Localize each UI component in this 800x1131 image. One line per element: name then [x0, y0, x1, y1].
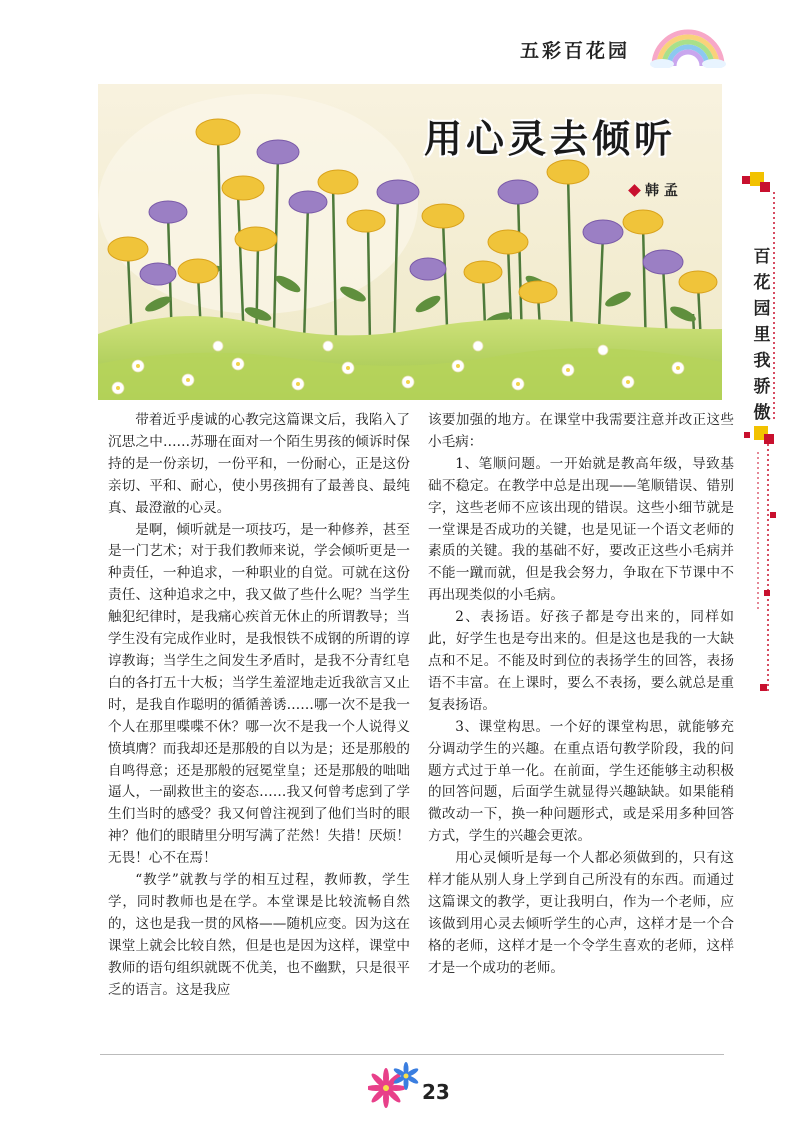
article-title: 用心灵去倾听 — [424, 117, 677, 161]
author-name: 韩 孟 — [645, 183, 678, 199]
paragraph: 1、笔顺问题。一开始就是教高年级，导致基础不稳定。在教学中总是出现——笔顺错误、错别字，这些老师不应该出现的错误。这些小细节就是一堂课是否成功的关键，也是见证一个语文老师的素质的关键。我的基础不好，要改正这些小毛病并不能一蹴而就，但是我会努力，争取在下节课中不再出现类似的小毛病。 — [428, 455, 734, 604]
right-column — [428, 410, 734, 980]
author-line — [630, 180, 678, 200]
paragraph: 3、课堂构思。一个好的课堂构思，就能够充分调动学生的兴趣。在重点语句教学阶段，我的问题方式过于单一化。在前面，学生还能够主动积极的回答问题，后面学生就显得兴趣缺缺。如果能稍微改动一下，换一种问题形式，或是采用多种回答方式，学生的兴趣会更浓。 — [428, 718, 734, 845]
flower-icon — [368, 1062, 422, 1108]
paragraph: 用心灵倾听是每一个人都必须做到的，只有这样才能从别人身上学到自己所没有的东西。而通过这篇课文的教学，更让我明白，作为一个老师，应该做到用心灵去倾听学生的心声，这样才是一个合格的老师，这样才是一个令学生喜欢的老师，这样才是一个成功的老师。 — [428, 850, 734, 976]
footer-divider — [100, 1054, 724, 1055]
paragraph: 该要加强的地方。在课堂中我需要注意并改正这些小毛病： — [428, 412, 734, 450]
diamond-icon — [628, 184, 641, 197]
paragraph: “教学”就教与学的相互过程，教师教，学生学，同时教师也是在学。本堂课是比较流畅自然的，这也是我一贯的风格——随机应变。因为这在课堂上就会比较自然，但是也是因为这样，课堂中教师的语句组织就既不优美，也不幽默，只是很平乏的语言。这是我应 — [108, 872, 410, 998]
side-vertical-label: 百花园里我骄傲 — [753, 247, 771, 423]
page-number: 23 — [422, 1080, 450, 1104]
paragraph: 带着近乎虔诚的心教完这篇课文后，我陷入了沉思之中……苏珊在面对一个陌生男孩的倾诉时保持的是一份亲切，一份平和，一份耐心，正是这份亲切、平和、耐心，使小男孩拥有了最善良、最纯真、最澄澈的心灵。 — [108, 412, 410, 516]
rainbow-icon — [648, 22, 728, 68]
paragraph: 2、表扬语。好孩子都是夸出来的，同样如此，好学生也是夸出来的。但是这也是我的一大缺点和不足。不能及时到位的表扬学生的回答，表扬语不丰富。在上课时，要么不表扬，要么就总是重复表扬语。 — [428, 609, 734, 713]
paragraph: 是啊，倾听就是一项技巧，是一种修养，甚至是一门艺术；对于我们教师来说，学会倾听更是一种责任，一种追求，一种职业的自觉。可就在这份责任、这种追求之中，我又做了些什么呢？当学生触犯纪律时，是我痛心疾首无休止的所谓教导；当学生没有完成作业时，是我恨铁不成钢的所谓的谆谆教诲；当学生之间发生矛盾时，是我不分青红皂白的各打五十大板；当学生羞涩地走近我欲言又止时，是我自作聪明的循循善诱……哪一次不是我一个人在那里喋喋不休？哪一次不是我一个人说得义愤填膺？而我却还是那般的自以为是；还是那般的自鸣得意；还是那般的冠冕堂皇；还是那般的咄咄逼人，一副救世主的姿态……我又何曾考虑到了学生们当时的感受？我又何曾注视到了他们当时的眼神？他们的眼睛里分明写满了茫然！失措！厌烦！无畏！心不在焉！ — [108, 521, 410, 867]
left-column — [108, 410, 410, 1001]
section-header-title: 五彩百花园 — [520, 40, 631, 62]
